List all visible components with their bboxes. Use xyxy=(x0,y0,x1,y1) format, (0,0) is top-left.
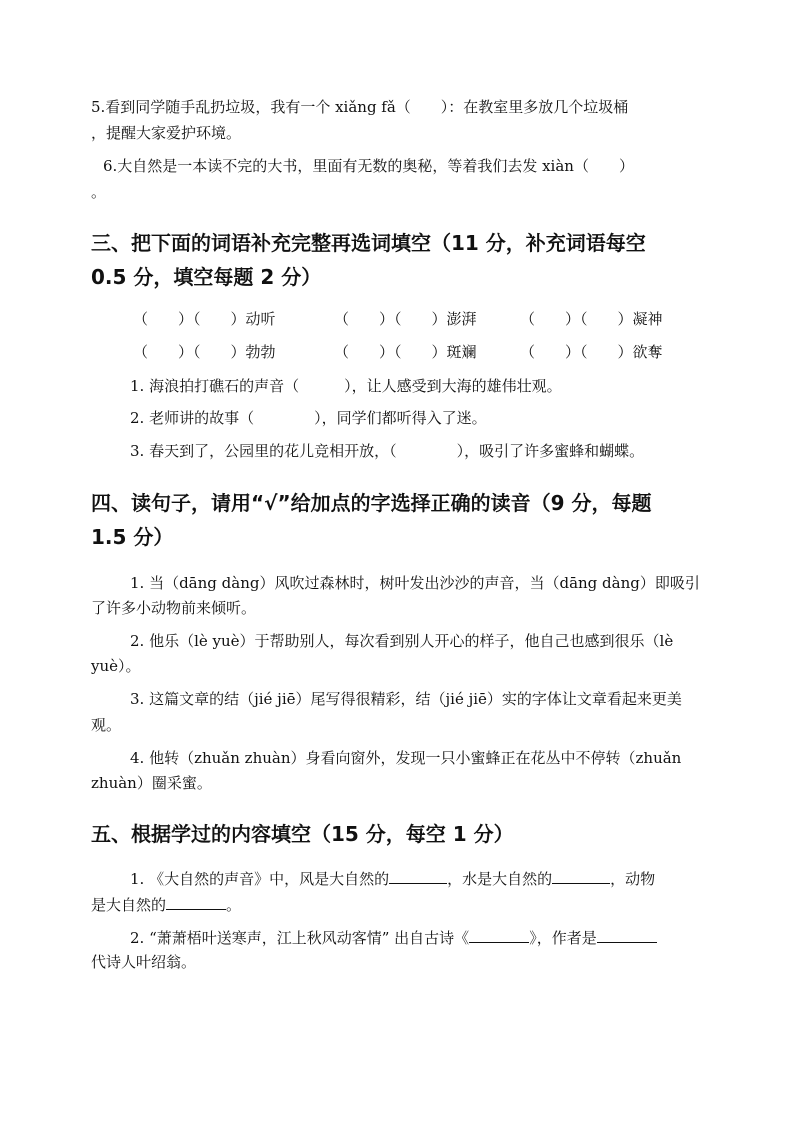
section-4-question-4-line-2: zhuàn）圈采蜜。 xyxy=(91,774,212,792)
question-6-line-2: 。 xyxy=(91,183,107,201)
section-3-question-2: 2. 老师讲的故事（ ），同学们都听得入了迷。 xyxy=(130,409,487,427)
section-5-title: 五、根据学过的内容填空（15 分，每空 1 分） xyxy=(91,822,514,846)
section-5-question-1-line-1 xyxy=(130,867,794,890)
section-4-title-line-1: 四、读句子，请用“√”给加点的字选择正确的读音（9 分，每题 xyxy=(91,491,652,515)
section-4-question-3-line-2: 观。 xyxy=(91,716,122,734)
section-5-question-2-line-2: 代诗人叶绍翁。 xyxy=(91,953,197,971)
word-fill-2: （ ）（ ）澎湃 xyxy=(334,310,477,328)
word-fill-4: （ ）（ ）勃勃 xyxy=(133,343,276,361)
section-3-question-1: 1. 海浪拍打礁石的声音（ ），让人感受到大海的雄伟壮观。 xyxy=(130,377,562,395)
section-4-question-1-line-2: 了许多小动物前来倾听。 xyxy=(91,599,257,617)
word-fill-1: （ ）（ ）动听 xyxy=(133,310,276,328)
section-5-question-1-line-2 xyxy=(91,893,794,916)
section-4-question-3-line-1: 3. 这篇文章的结（jié jiē）尾写得很精彩，结（jié jiē）实的字体让文章看起来更美 xyxy=(130,690,682,708)
section-3-title-line-1: 三、把下面的词语补充完整再选词填空（11 分，补充词语每空 xyxy=(91,231,646,255)
answer-blank[interactable] xyxy=(166,893,226,910)
q1-text-c: ，动物 xyxy=(610,870,656,888)
question-5-text: 5.看到同学随手乱扔垃圾，我有一个 xiǎng fǎ（ ）：在教室里多放几个垃圾桶 xyxy=(91,98,629,116)
section-4-title-line-2: 1.5 分） xyxy=(91,525,174,549)
section-5-question-2-line-1 xyxy=(130,926,794,949)
question-6-line-1: 6.大自然是一本读不完的大书，里面有无数的奥秘，等着我们去发 xiàn（ ） xyxy=(103,157,634,175)
q1-text-a: 1. 《大自然的声音》中，风是大自然的 xyxy=(130,870,390,888)
answer-blank[interactable] xyxy=(597,926,657,943)
q1-line2-end: 。 xyxy=(226,896,242,914)
question-5-line-2: ，提醒大家爱护环境。 xyxy=(91,124,242,142)
q1-line2-text: 是大自然的 xyxy=(91,896,167,914)
section-4-question-1-line-1 xyxy=(130,572,700,594)
section-4-question-2-line-2: yuè）。 xyxy=(91,657,141,675)
q2-text-a: 2. “萧萧梧叶送寒声，江上秋风动客情” 出自古诗《 xyxy=(130,929,470,947)
section-4-question-4-line-1: 4. 他转（zhuǎn zhuàn）身看向窗外，发现一只小蜜蜂正在花丛中不停转（zhuǎn xyxy=(130,749,682,767)
answer-blank[interactable] xyxy=(469,926,529,943)
answer-blank[interactable] xyxy=(389,867,447,884)
word-fill-6: （ ）（ ）欲奪 xyxy=(520,343,663,361)
section-4-question-2-line-1: 2. 他乐（lè yuè）于帮助别人，每次看到别人开心的样子，他自己也感到很乐（lè xyxy=(130,632,674,650)
question-5-line-1 xyxy=(91,96,696,118)
section-3-title-line-2: 0.5 分，填空每题 2 分） xyxy=(91,265,322,289)
section-4-question-1-text: 1. 当（dāng dàng）风吹过森林时，树叶发出沙沙的声音，当（dāng dàng）即吸引 xyxy=(130,574,700,592)
answer-blank[interactable] xyxy=(552,867,610,884)
q1-text-b: ，水是大自然的 xyxy=(447,870,553,888)
q2-text-b: 》，作者是 xyxy=(529,929,597,947)
word-fill-5: （ ）（ ）斑斓 xyxy=(334,343,477,361)
word-fill-3: （ ）（ ）凝神 xyxy=(520,310,663,328)
section-3-question-3: 3. 春天到了，公园里的花儿竞相开放，（ ），吸引了许多蜜蜂和蝴蝶。 xyxy=(130,442,645,460)
